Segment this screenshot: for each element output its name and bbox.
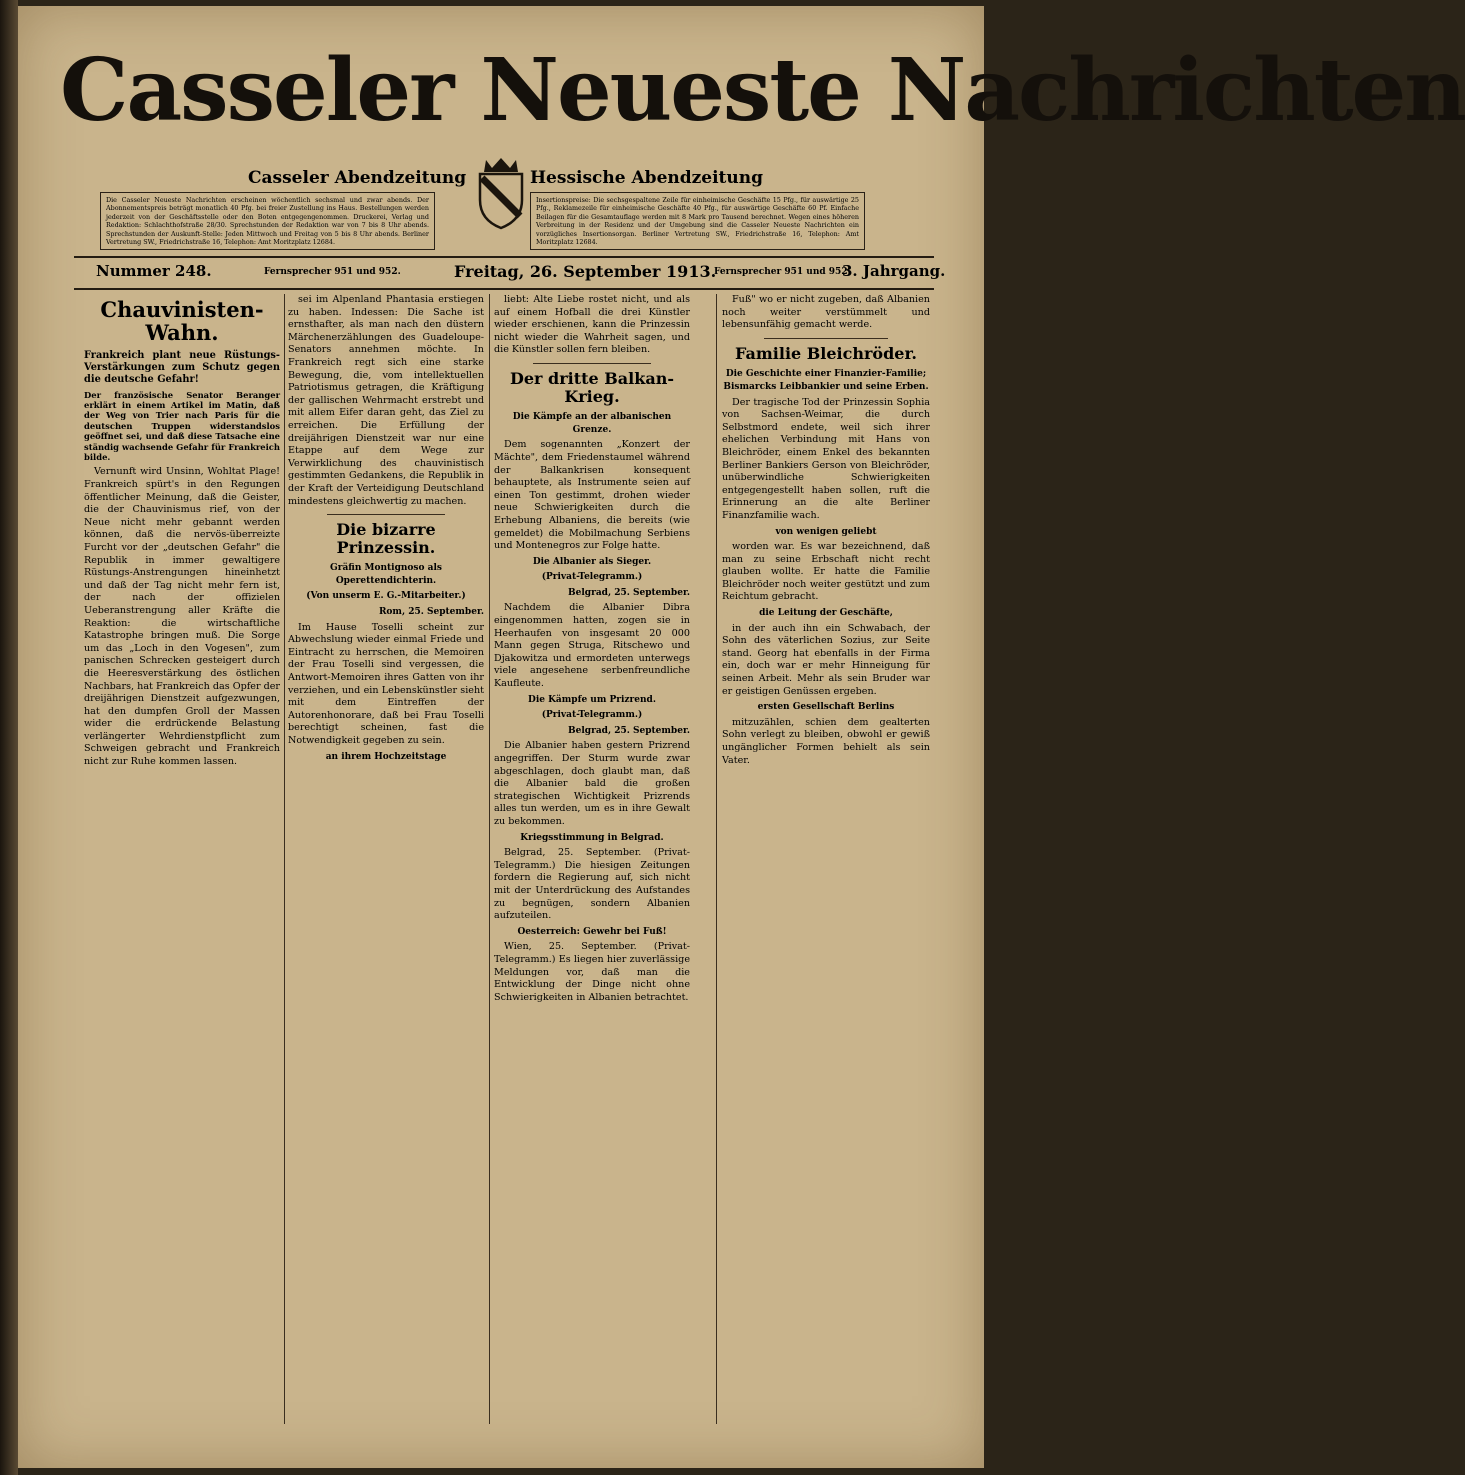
article-body: Nachdem die Albanier Dibra eingenommen hatten, zogen sie in Heerhaufen von insgesamt 20 000 Mann gegen Struga, Ritschewo und Djakowitza und ermordeten unterwegs viele angesehene serbenfreundliche Kaufleute. bbox=[494, 602, 690, 690]
article-body: Vernunft wird Unsinn, Wohltat Plage! Frankreich spürt's in den Regungen öffentlicher Meinung, daß die Geister, die der Chauvinismus rief, von der Neue nicht mehr gebannt werden können, daß die nervös-überreizte Furcht vor der „deutschen Gefahr" die Republik in immer gewaltigere Rüstungs-Anstrengungen hineinhetzt und daß der Tag nicht mehr fern ist, der nach der offizielen Ueberanstrengung aller Kräfte die Reaktion: die wirtschaftliche Katastrophe bringen muß. Die Sorge um das „Loch in den Vogesen", zum panischen Schrecken gesteigert durch die Heeresverstärkung des östlichen Nachbars, hat Frankreich das Opfer der dreijährigen Dienstzeit aufgezwungen, hat den dumpfen Groll der Massen wider die erdrückende Belastung verlängerter Wehrdienstpflicht zum Schweigen gebracht und Frankreich nicht zur Ruhe kommen lassen. bbox=[84, 466, 280, 768]
issue-date: Freitag, 26. September 1913. bbox=[454, 262, 717, 281]
newspaper-title: Casseler Neueste Nachrichten bbox=[60, 40, 1465, 141]
article-body: Die Albanier haben gestern Prizrend angegriffen. Der Sturm wurde zwar abgeschlagen, doch glaubt man, daß die Albanier bald die großen strategischen Wichtigkeit Prizrends alles tun werden, um es in ihre Gewalt zu bekommen. bbox=[494, 740, 690, 827]
article-dateline: Rom, 25. September. bbox=[378, 607, 484, 618]
issue-number: Nummer 248. bbox=[96, 262, 212, 280]
subtitle-right: Hessische Abendzeitung bbox=[530, 168, 764, 188]
dateline-bar bbox=[74, 256, 946, 290]
article-headline: Familie Bleichröder. bbox=[735, 343, 917, 363]
column-rule bbox=[284, 294, 285, 1424]
phone-right: Fernsprecher 951 und 952. bbox=[714, 267, 851, 277]
article-deck: Frankreich plant neue Rüstungs-Verstärkungen zum Schutz gegen die deutsche Gefahr! bbox=[84, 350, 280, 385]
article-dateline: Belgrad, 25. September. bbox=[568, 587, 690, 598]
divider bbox=[327, 514, 445, 515]
article-deck: Die Kämpfe an der albanischen Grenze. bbox=[512, 412, 672, 435]
article-subhead: Oesterreich: Gewehr bei Fuß! bbox=[517, 926, 667, 937]
column-1 bbox=[84, 294, 280, 1454]
column-rule bbox=[489, 294, 490, 1424]
divider bbox=[533, 363, 651, 364]
article-byline: (Privat-Telegramm.) bbox=[541, 572, 643, 583]
article-subhead: von wenigen geliebt bbox=[775, 526, 877, 537]
column-2 bbox=[288, 294, 484, 1454]
volume-year: 3. Jahrgang. bbox=[842, 262, 946, 280]
article-headline: Der dritte Balkan-Krieg. bbox=[510, 368, 674, 406]
article-deck: Die Geschichte einer Finanzier-Familie; Bismarcks Leibbankier und seine Erben. bbox=[723, 369, 929, 392]
coat-of-arms-icon bbox=[472, 156, 530, 230]
article-subhead: die Leitung der Geschäfte, bbox=[759, 608, 893, 619]
article-byline: (Von unserm E. G.-Mitarbeiter.) bbox=[306, 591, 466, 602]
divider bbox=[764, 338, 889, 339]
book-binding bbox=[0, 0, 18, 1475]
article-deck: Gräfin Montignoso als Operettendichterin. bbox=[330, 563, 442, 586]
article-headline: Chauvinisten-Wahn. bbox=[100, 297, 264, 346]
article-body: Fuß" wo er nicht zugeben, daß Albanien noch weiter verstümmelt und lebensunfähig gemacht werde. bbox=[722, 294, 930, 331]
article-body: worden war. Es war bezeichnend, daß man zu seine Erbschaft nicht recht glauben wollte. Er hatte die Familie Bleichröder noch weiter gestützt und zum Reichtum gebracht. bbox=[722, 541, 930, 603]
article-body: Belgrad, 25. September. (Privat-Telegramm.) Die hiesigen Zeitungen fordern die Regierung auf, sich nicht mit der Unterdrückung des Aufstandes zu begnügen, sondern Albanien aufzuteilen. bbox=[494, 847, 690, 922]
subtitle-left: Casseler Abendzeitung bbox=[248, 168, 467, 188]
article-body: liebt: Alte Liebe rostet nicht, und als auf einem Hofball die drei Künstler wieder erschienen, kann die Prinzessin nicht wieder die Wahrheit sagen, und die Künstler sollen fern bleiben. bbox=[494, 294, 690, 356]
article-subhead: Die Kämpfe um Prizrend. bbox=[528, 694, 656, 705]
article-body: Der tragische Tod der Prinzessin Sophia von Sachsen-Weimar, die durch Selbstmord endete, weil sich ihrer ehelichen Verbindung mit Hans von Bleichröder, einem Enkel des bekannten Berliner Bankiers Gerson von Bleichröder, unüberwindliche Schwierigkeiten entgegengestellt haben sollen, ruft die Erinnerung an die alte Berliner Finanzfamilie wach. bbox=[722, 396, 930, 521]
article-intro: Der französische Senator Beranger erklärt in einem Artikel im Matin, daß der Weg von Trier nach Paris für die deutschen Truppen widerstandslos geöffnet sei, und daß diese Tatsache eine ständig wachsende Gefahr für Frankreich bilde. bbox=[84, 389, 280, 463]
advertising-info-box: Insertionspreise: Die sechsgespaltene Zeile für einheimische Geschäfte 15 Pfg., für auswärtige 25 Pfg., Reklamezeile für einheimische Geschäfte 40 Pfg., für auswärtige Geschäfte 60 Pf. Einfache Beilagen für die Gesamtauflage werden mit 8 Mark pro Tausend berechnet. Wegen eines höheren Verbreitung in der Residenz und der Umgebung sind die Casseler Neueste Nachrichten ein vorzügliches Insertionsorgan. Berliner Vertretung SW., Friedrichstraße 16, Telephon: Amt Moritzplatz 12684. bbox=[530, 192, 865, 250]
article-body: Im Hause Toselli scheint zur Abwechslung wieder einmal Friede und Eintracht zu herrschen, die Memoiren der Frau Toselli sind vergessen, die Antwort-Memoiren ihres Gatten von ihr verziehen, und ein Lebenskünstler sieht mit dem Eintreffen der Autorenhonorare, daß bei Frau Toselli berechtigt scheinen, fast die Notwendigkeit gegeben zu sein. bbox=[288, 621, 484, 746]
phone-left: Fernsprecher 951 und 952. bbox=[264, 267, 401, 277]
article-body: sei im Alpenland Phantasia erstiegen zu haben. Indessen: Die Sache ist ernsthafter, als man nach den düstern Märchenerzählungen des Guadeloupe-Senators annehmen möchte. In Frankreich regt sich eine starke Bewegung, die, vom intellektuellen Patriotismus getragen, die Kräftigung der gallischen Wehrmacht erstrebt und mit allem Eifer daran geht, das Ziel zu erreichen. Die Erfüllung der dreijährigen Dienstzeit war nur eine Etappe auf dem Wege zur Verwirklichung des chauvinistisch gestimmten Gedankens, die Republik in der Kraft der Verteidigung Deutschland mindestens gleichwertig zu machen. bbox=[288, 294, 484, 507]
column-4 bbox=[722, 294, 930, 1454]
subscription-info-box: Die Casseler Neueste Nachrichten erscheinen wöchentlich sechsmal und zwar abends. Der Abonnementspreis beträgt monatlich 40 Pfg. bei freier Zustellung ins Haus. Bestellungen werden jederzeit von der Geschäftsstelle oder den Boten entgegengenommen. Druckerei, Verlag und Redaktion: Schlachthofstraße 28/30. Sprechstunden der Redaktion war von 7 bis 8 Uhr abends. Sprechstunden der Auskunft-Stelle: Jeden Mittwoch und Freitag von 5 bis 8 Uhr abends. Berliner Vertretung SW., Friedrichstraße 16, Telephon: Amt Moritzplatz 12684. bbox=[100, 192, 435, 250]
article-byline: (Privat-Telegramm.) bbox=[541, 710, 643, 721]
column-rule bbox=[716, 294, 717, 1424]
article-subhead: ersten Gesellschaft Berlins bbox=[757, 702, 895, 713]
masthead bbox=[60, 36, 1465, 176]
article-dateline: Belgrad, 25. September. bbox=[568, 725, 690, 736]
article-body: Wien, 25. September. (Privat-Telegramm.) Es liegen hier zuverlässige Meldungen vor, daß man die Entwicklung der Dinge nicht ohne Schwierigkeiten in Albanien betrachtet. bbox=[494, 941, 690, 1003]
article-subhead: Die Albanier als Sieger. bbox=[532, 556, 652, 567]
column-3 bbox=[494, 294, 690, 1454]
article-subhead: Kriegsstimmung in Belgrad. bbox=[520, 832, 664, 843]
article-subhead: an ihrem Hochzeitstage bbox=[325, 751, 447, 762]
article-body: mitzuzählen, schien dem gealterten Sohn verlegt zu bleiben, obwohl er gewiß ungänglicher Formen behielt als sein Vater. bbox=[722, 716, 930, 766]
article-headline: Die bizarre Prinzessin. bbox=[336, 520, 436, 557]
article-body: in der auch ihn ein Schwabach, der Sohn des väterlichen Sozius, zur Seite stand. Georg hat ebenfalls in der Firma ein, doch war er mehr Hinneigung für seinen Arbeit. Mehr als sein Bruder war er geistigen Genüssen ergeben. bbox=[722, 622, 930, 697]
article-body: Dem sogenannten „Konzert der Mächte", dem Friedenstaumel während der Balkankrisen konsequent behauptete, als Instrumente seien auf einen Ton gestimmt, drohen wieder neue Schwierigkeiten durch die Erhebung Albaniens, die bereits (wie gemeldet) die Mobilmachung Serbiens und Montenegros zur Folge hatte. bbox=[494, 439, 690, 552]
